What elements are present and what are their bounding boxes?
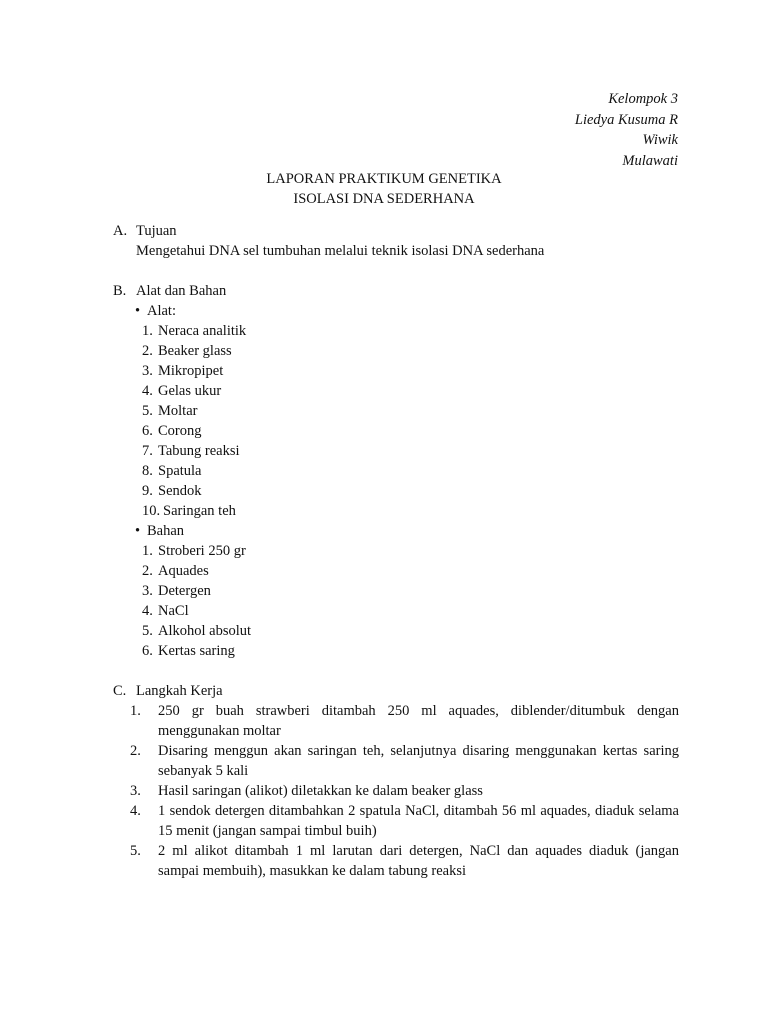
author-name: Mulawati <box>622 152 678 169</box>
section-letter: B. <box>113 283 127 299</box>
steps-list <box>113 701 679 881</box>
step-text: 1 sendok detergen ditambahkan 2 spatula NaCl, ditambah 56 ml aquades, diaduk selama 15 menit (jangan sampai timbul buih) <box>158 803 679 839</box>
step-item <box>113 701 679 741</box>
section-title: Alat dan Bahan <box>136 283 227 299</box>
list-item <box>113 401 679 421</box>
list-item <box>113 441 679 461</box>
list-number: 1. <box>142 543 153 559</box>
list-item <box>113 421 679 441</box>
list-text: Sendok <box>158 483 202 499</box>
list-item <box>113 361 679 381</box>
list-text: NaCl <box>158 603 189 619</box>
list-text: Corong <box>158 423 202 439</box>
step-item <box>113 841 679 881</box>
list-number: 3. <box>142 583 153 599</box>
section-title: Tujuan <box>136 223 177 239</box>
list-text: Alkohol absolut <box>158 623 252 639</box>
section-letter: A. <box>113 223 128 239</box>
step-text: 250 gr buah strawberi ditambah 250 ml aquades, diblender/ditumbuk dengan menggunakan moltar <box>158 703 679 739</box>
list-number: 10. <box>142 503 161 519</box>
bahan-list <box>113 541 679 661</box>
list-number: 8. <box>142 463 153 479</box>
list-number: 9. <box>142 483 153 499</box>
title-line-2: ISOLASI DNA SEDERHANA <box>293 191 475 207</box>
bullet-icon: • <box>135 303 141 319</box>
list-text: Gelas ukur <box>158 383 222 399</box>
list-number: 6. <box>142 423 153 439</box>
list-number: 6. <box>142 643 153 659</box>
author-name: Liedya Kusuma R <box>574 111 678 128</box>
list-number: 4. <box>142 603 153 619</box>
step-number: 4. <box>130 803 141 819</box>
group-name: Kelompok 3 <box>608 91 678 107</box>
list-number: 4. <box>142 383 153 399</box>
list-text: Tabung reaksi <box>158 443 240 459</box>
section-heading <box>113 281 679 301</box>
list-item <box>113 381 679 401</box>
list-item <box>113 461 679 481</box>
list-text: Kertas saring <box>158 643 235 659</box>
list-text: Stroberi 250 gr <box>158 543 246 559</box>
author-name: Wiwik <box>642 132 678 148</box>
list-item <box>113 341 679 361</box>
list-number: 5. <box>142 623 153 639</box>
list-number: 2. <box>142 343 153 359</box>
report-title <box>0 169 768 209</box>
section-letter: C. <box>113 683 127 699</box>
list-text: Mikropipet <box>158 363 224 379</box>
list-text: Beaker glass <box>158 343 232 359</box>
list-item <box>113 541 679 561</box>
alat-list <box>113 321 679 521</box>
list-item <box>113 561 679 581</box>
bullet-icon: • <box>135 523 141 539</box>
list-item <box>113 321 679 341</box>
list-text: Spatula <box>158 463 202 479</box>
section-tujuan <box>113 221 679 261</box>
step-item <box>113 801 679 841</box>
step-number: 2. <box>130 743 141 759</box>
list-item <box>113 481 679 501</box>
list-item <box>113 641 679 661</box>
step-text: 2 ml alikot ditambah 1 ml larutan dari detergen, NaCl dan aquades diaduk (jangan sampai membuih), masukkan ke dalam tabung reaksi <box>158 843 679 879</box>
section-heading <box>113 221 679 241</box>
section-heading <box>113 681 679 701</box>
list-item <box>113 601 679 621</box>
alat-subheading: • Alat: <box>135 303 176 319</box>
list-item <box>113 581 679 601</box>
list-number: 1. <box>142 323 153 339</box>
list-item <box>113 501 679 521</box>
bahan-subheading: • Bahan <box>135 523 185 539</box>
step-item <box>113 741 679 781</box>
title-line-1: LAPORAN PRAKTIKUM GENETIKA <box>266 171 502 187</box>
list-text: Saringan teh <box>163 503 236 519</box>
section-title: Langkah Kerja <box>136 683 223 699</box>
list-text: Moltar <box>158 403 198 419</box>
list-text: Neraca analitik <box>158 323 247 339</box>
list-number: 2. <box>142 563 153 579</box>
section-langkah-kerja <box>113 681 679 881</box>
step-text: Hasil saringan (alikot) diletakkan ke dalam beaker glass <box>158 783 483 799</box>
list-item <box>113 621 679 641</box>
section-text: Mengetahui DNA sel tumbuhan melalui teknik isolasi DNA sederhana <box>136 243 545 259</box>
section-alat-bahan <box>113 281 679 661</box>
list-number: 3. <box>142 363 153 379</box>
list-number: 5. <box>142 403 153 419</box>
list-number: 7. <box>142 443 153 459</box>
step-number: 5. <box>130 843 141 859</box>
list-text: Aquades <box>158 563 209 579</box>
step-text: Disaring menggun akan saringan teh, selanjutnya disaring menggunakan kertas saring sebanyak 5 kali <box>158 743 679 779</box>
step-number: 3. <box>130 783 141 799</box>
list-text: Detergen <box>158 583 211 599</box>
step-item <box>113 781 679 801</box>
author-block <box>575 89 678 171</box>
step-number: 1. <box>130 703 141 719</box>
